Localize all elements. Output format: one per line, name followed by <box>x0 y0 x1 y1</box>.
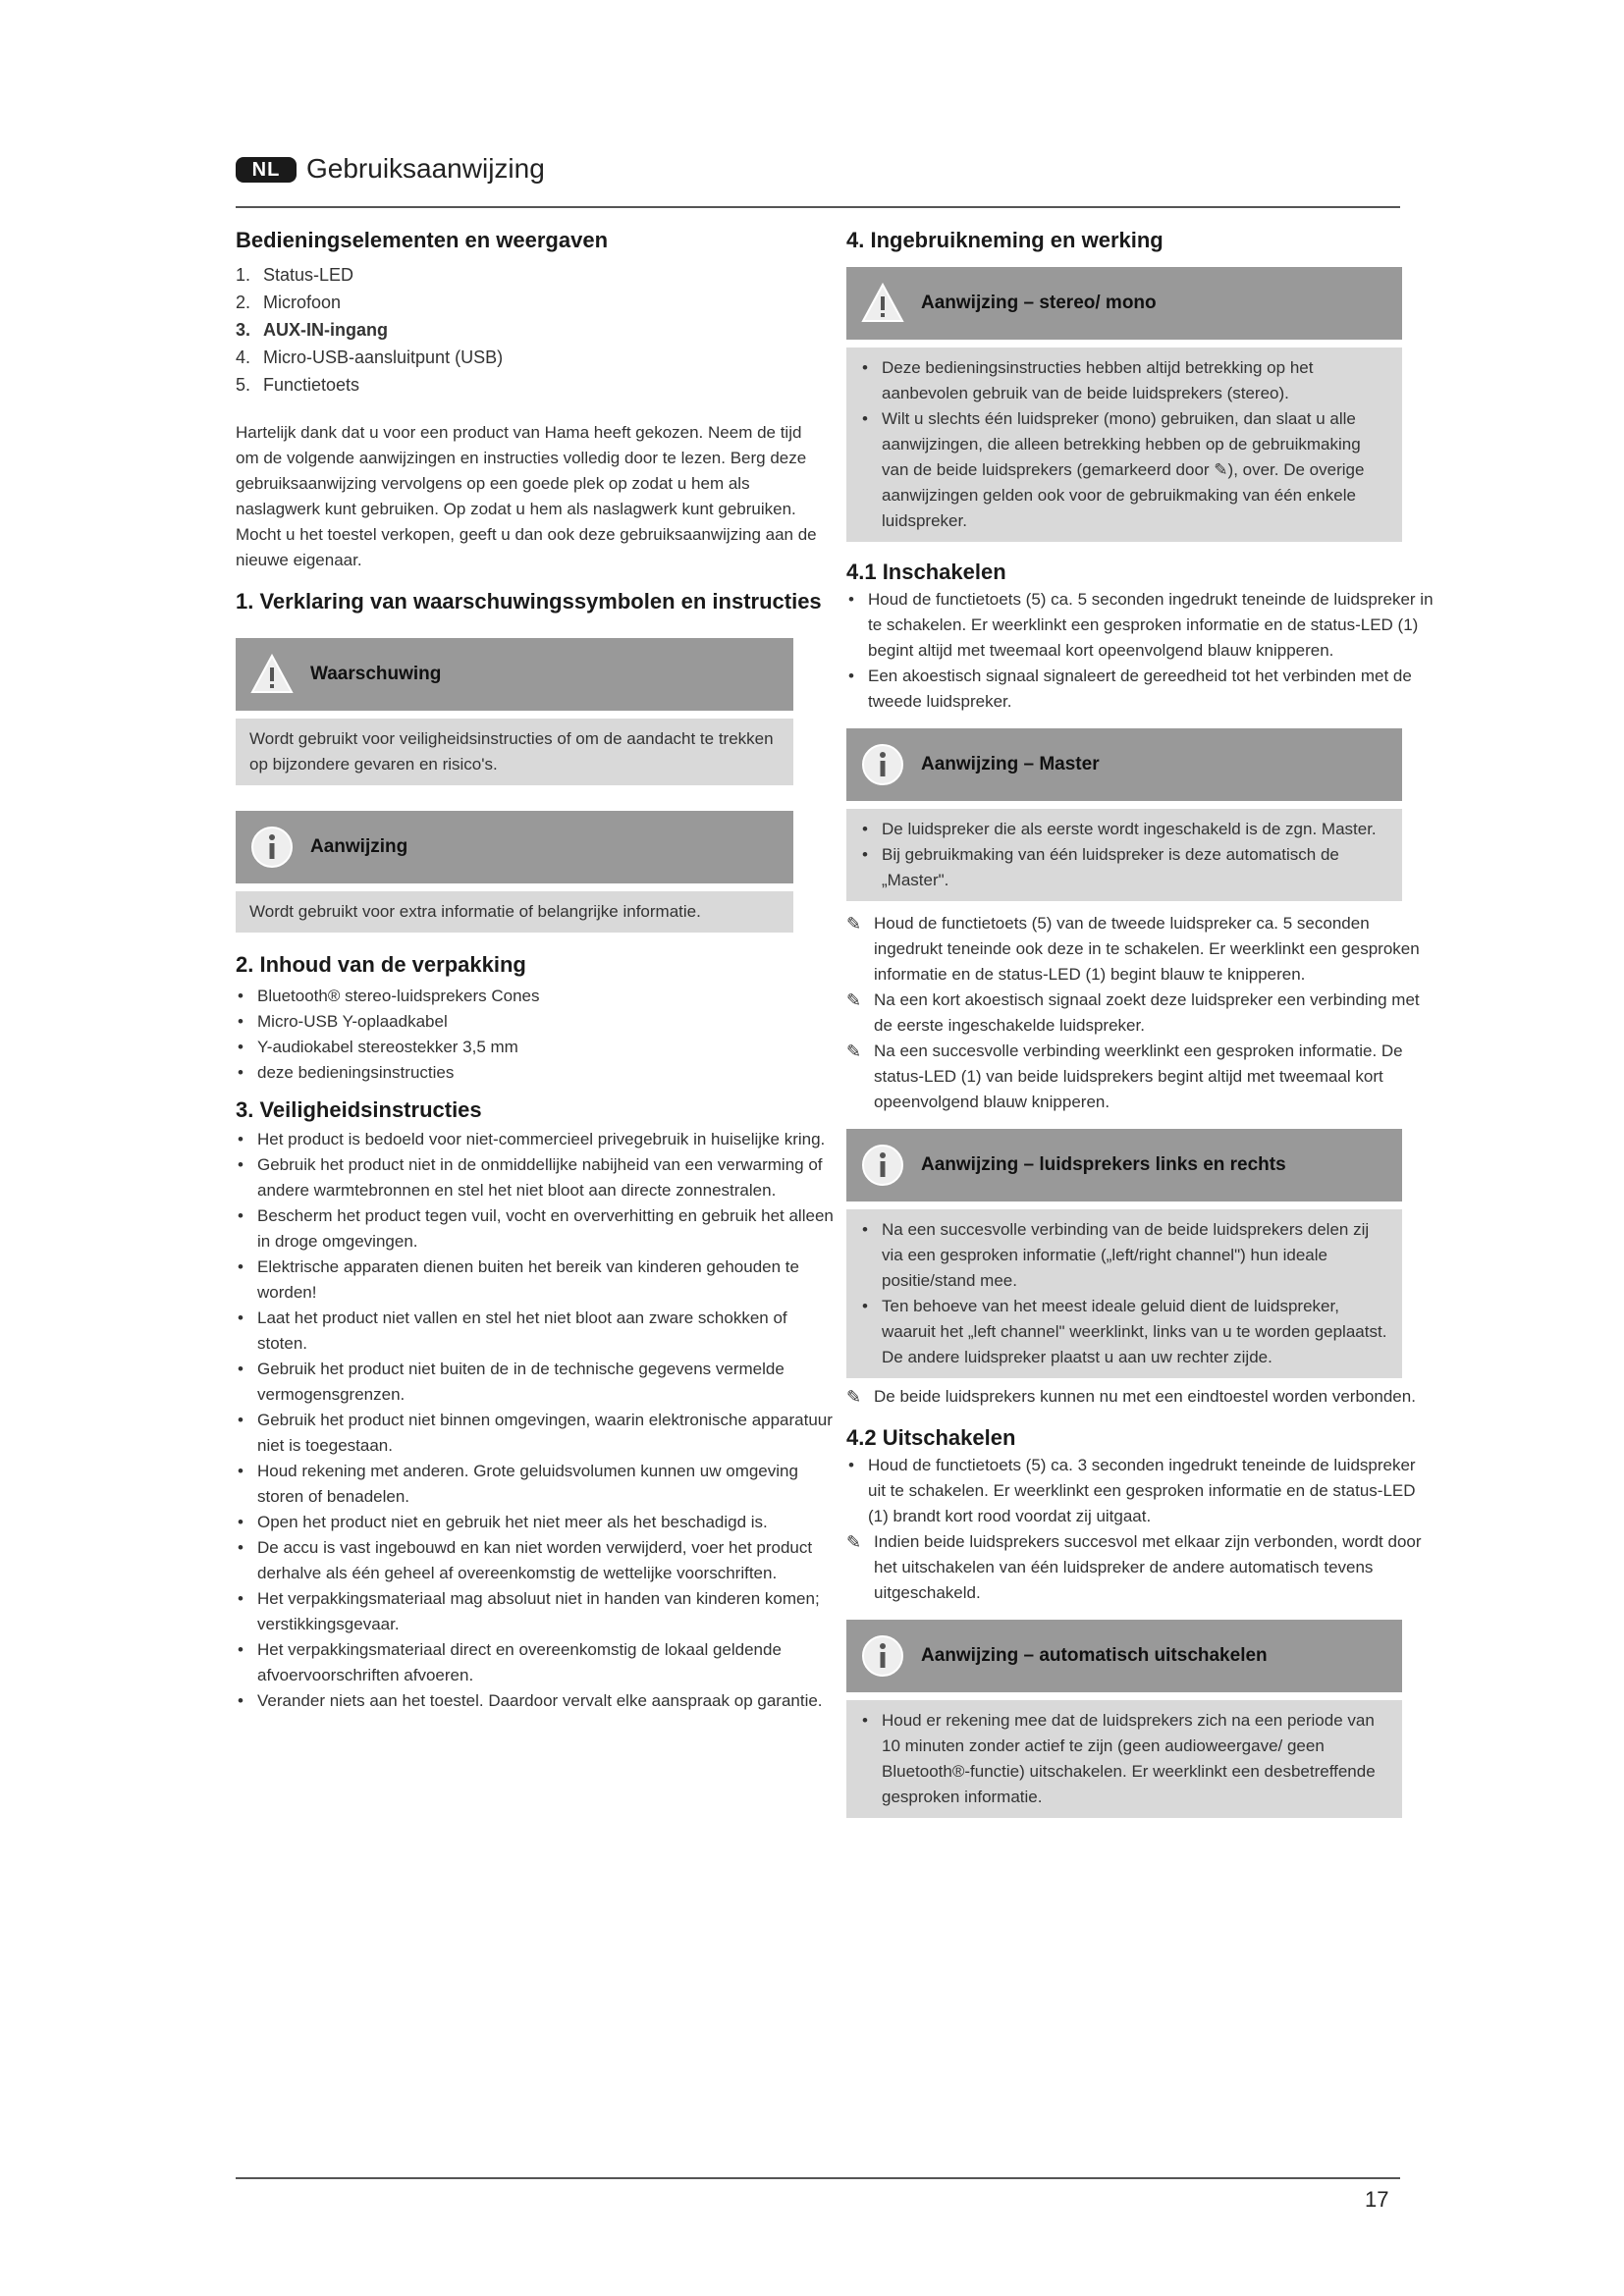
note-stereo-header <box>846 267 1402 340</box>
switch-off-list <box>846 1453 1437 1529</box>
info-icon <box>249 825 295 870</box>
document-title: Gebruiksaanwijzing <box>306 153 545 184</box>
note-text: Wordt gebruikt voor extra informatie of belangrijke informatie. <box>236 891 793 933</box>
language-badge: NL <box>236 157 297 183</box>
note-master-box <box>846 728 1402 901</box>
list-item: • Micro-USB Y-oplaadkabel <box>236 1009 825 1035</box>
info-icon <box>860 1633 905 1679</box>
hand-pointer-icon: ✎ <box>846 990 862 1010</box>
note-lr-list <box>860 1217 1388 1370</box>
stereo-steps <box>846 911 1437 1115</box>
control-item: 1. Status-LED <box>236 265 354 285</box>
note-lr-body <box>846 1209 1402 1378</box>
warning-triangle-icon <box>860 281 905 326</box>
list-item: ✎ Indien beide luidsprekers succesvol met elkaar zijn verbonden, wordt door het uitschakelen van één luidspreker de andere automatisch tevens uitgeschakeld. <box>846 1529 1437 1606</box>
list-item: • Na een succesvolle verbinding van de beide luidsprekers delen zij via een gesproken informatie („left/right channel") hun ideale positie/stand mee. <box>860 1217 1388 1294</box>
controls-title: Bedieningselementen en weergaven <box>236 228 609 252</box>
note-stereo-body <box>846 347 1402 542</box>
list-item: • Houd de functietoets (5) ca. 5 seconden ingedrukt teneinde de luidspreker in te schakelen. Er weerklinkt een gesproken informatie en de status-LED (1) begint altijd met tweemaal kort opeenvolgend blauw knipperen. <box>846 587 1437 664</box>
note-label: Aanwijzing <box>310 836 408 857</box>
note-auto-box <box>846 1620 1402 1818</box>
control-item: 2. Microfoon <box>236 293 342 312</box>
list-item: ✎ De beide luidsprekers kunnen nu met een eindtoestel worden verbonden. <box>846 1384 1437 1410</box>
note-header <box>236 811 793 883</box>
list-item: • Houd rekening met anderen. Grote geluidsvolumen kunnen uw omgeving storen of benadelen. <box>236 1459 835 1510</box>
hand-pointer-icon: ✎ <box>846 914 862 934</box>
list-item: • Bescherm het product tegen vuil, vocht en oververhitting en gebruik het alleen in droge omgevingen. <box>236 1203 835 1255</box>
list-item: • Y-audiokabel stereostekker 3,5 mm <box>236 1035 825 1060</box>
info-icon <box>860 742 905 787</box>
note-auto-body <box>846 1700 1402 1818</box>
list-item: • deze bedieningsinstructies <box>236 1060 825 1086</box>
note-box <box>236 811 793 933</box>
warning-triangle-icon <box>249 652 295 697</box>
list-item: • Het product is bedoeld voor niet-commercieel privegebruik in huiselijke kring. <box>236 1127 835 1152</box>
list-item: • Bluetooth® stereo-luidsprekers Cones <box>236 984 825 1009</box>
section-3-title: 3. Veiligheidsinstructies <box>236 1097 482 1122</box>
list-item: • Bij gebruikmaking van één luidspreker is deze automatisch de „Master". <box>860 842 1388 893</box>
note-master-label: Aanwijzing – Master <box>921 754 1100 774</box>
list-item: • Het verpakkingsmateriaal direct en overeenkomstig de lokaal geldende afvoervoorschriften afvoeren. <box>236 1637 835 1688</box>
list-item: • Ten behoeve van het meest ideale geluid dient de luidspreker, waaruit het „left channel" weerklinkt, links van u te worden geplaatst. De andere luidspreker plaatst u aan uw rechter zijde. <box>860 1294 1388 1370</box>
safety-list <box>236 1127 835 1714</box>
note-auto-label: Aanwijzing – automatisch uitschakelen <box>921 1645 1268 1666</box>
page-header <box>236 149 1400 208</box>
hand-pointer-icon: ✎ <box>846 1041 862 1061</box>
list-item: ✎ Na een kort akoestisch signaal zoekt deze luidspreker een verbinding met de eerste ingeschakelde luidspreker. <box>846 988 1437 1039</box>
note-auto-header <box>846 1620 1402 1692</box>
section-2-title: 2. Inhoud van de verpakking <box>236 952 526 977</box>
warning-box <box>236 638 793 785</box>
list-item: • Verander niets aan het toestel. Daardoor vervalt elke aanspraak op garantie. <box>236 1688 835 1714</box>
list-item: ✎ Na een succesvolle verbinding weerklinkt een gesproken informatie. De status-LED (1) van beide luidsprekers begint altijd met tweemaal kort opeenvolgend blauw knipperen. <box>846 1039 1437 1115</box>
package-list <box>236 984 825 1086</box>
controls-list <box>236 261 825 399</box>
section-4-2-title: 4.2 Uitschakelen <box>846 1425 1016 1450</box>
header-divider <box>236 206 1400 208</box>
list-item: • Deze bedieningsinstructies hebben altijd betrekking op het aanbevolen gebruik van de beide luidsprekers (stereo). <box>860 355 1388 406</box>
control-item: 3. AUX-IN-ingang <box>236 320 388 340</box>
hand-pointer-icon: ✎ <box>846 1387 862 1407</box>
note-auto-list <box>860 1708 1388 1810</box>
list-item: • Gebruik het product niet in de onmiddellijke nabijheid van een verwarming of andere warmtebronnen en stel het niet bloot aan directe zonnestralen. <box>236 1152 835 1203</box>
section-4-title: 4. Ingebruikneming en werking <box>846 228 1164 252</box>
list-item: • De luidspreker die als eerste wordt ingeschakeld is de zgn. Master. <box>860 817 1388 842</box>
footer-divider <box>236 2177 1400 2179</box>
connect-step <box>846 1384 1437 1410</box>
section-1-title: 1. Verklaring van waarschuwingssymbolen en instructies <box>236 589 822 614</box>
control-item: 5. Functietoets <box>236 375 360 395</box>
list-item: • Laat het product niet vallen en stel het niet bloot aan zware schokken of stoten. <box>236 1306 835 1357</box>
list-item: • Het verpakkingsmateriaal mag absoluut niet in handen van kinderen komen; verstikkingsgevaar. <box>236 1586 835 1637</box>
list-item: • Houd de functietoets (5) ca. 3 seconden ingedrukt teneinde de luidspreker uit te schakelen. Er weerklinkt een gesproken informatie en de status-LED (1) brandt kort rood voordat zij uitgaat. <box>846 1453 1437 1529</box>
control-item: 4. Micro-USB-aansluitpunt (USB) <box>236 347 504 367</box>
note-stereo-box <box>846 267 1402 542</box>
note-stereo-list <box>860 355 1388 534</box>
note-lr-label: Aanwijzing – luidsprekers links en rechts <box>921 1154 1286 1175</box>
warning-text: Wordt gebruikt voor veiligheidsinstructies of om de aandacht te trekken op bijzondere gevaren en risico's. <box>236 719 793 785</box>
intro-paragraph: Hartelijk dank dat u voor een product van Hama heeft gekozen. Neem de tijd om de volgende aanwijzingen en instructies volledig door te lezen. Berg deze gebruiksaanwijzing vervolgens op een goede plek op zodat u hem als naslagwerk kunt gebruiken. Op zodat u hem als naslagwerk kunt gebruiken. Mocht u het toestel verkopen, geeft u dan ook deze gebruiksaanwijzing aan de nieuwe eigenaar. <box>236 423 817 569</box>
list-item: • Elektrische apparaten dienen buiten het bereik van kinderen gehouden te worden! <box>236 1255 835 1306</box>
info-icon <box>860 1143 905 1188</box>
warning-header <box>236 638 793 711</box>
note-master-header <box>846 728 1402 801</box>
left-column <box>236 226 834 1714</box>
note-lr-header <box>846 1129 1402 1201</box>
warning-label: Waarschuwing <box>310 664 442 684</box>
section-4-1-title: 4.1 Inschakelen <box>846 560 1006 584</box>
switch-on-list <box>846 587 1437 715</box>
hand-pointer-icon: ✎ <box>846 1532 862 1552</box>
list-item: • Wilt u slechts één luidspreker (mono) gebruiken, dan slaat u alle aanwijzingen, die alleen betrekking hebben op de gebruikmaking van de beide luidsprekers (gemarkeerd door ✎), over. De overige aanwijzingen gelden ook voor de gebruikmaking van één enkele luidspreker. <box>860 406 1388 534</box>
note-lr-box <box>846 1129 1402 1378</box>
list-item: • Een akoestisch signaal signaleert de gereedheid tot het verbinden met de tweede luidspreker. <box>846 664 1437 715</box>
note-master-list <box>860 817 1388 893</box>
list-item: • Gebruik het product niet buiten de in de technische gegevens vermelde vermogensgrenzen. <box>236 1357 835 1408</box>
list-item: • Gebruik het product niet binnen omgevingen, waarin elektronische apparatuur niet is toegestaan. <box>236 1408 835 1459</box>
list-item: ✎ Houd de functietoets (5) van de tweede luidspreker ca. 5 seconden ingedrukt teneinde ook deze in te schakelen. Er weerklinkt een gesproken informatie en de status-LED (1) begint blauw te knipperen. <box>846 911 1437 988</box>
note-stereo-label: Aanwijzing – stereo/ mono <box>921 293 1157 313</box>
list-item: • De accu is vast ingebouwd en kan niet worden verwijderd, voer het product derhalve als één geheel af overeenkomstig de wettelijke voorschriften. <box>236 1535 835 1586</box>
list-item: • Houd er rekening mee dat de luidsprekers zich na een periode van 10 minuten zonder actief te zijn (geen audioweergave/ geen Bluetooth®-functie) uitschakelen. Er weerklinkt een desbetreffende gesproken informatie. <box>860 1708 1388 1810</box>
list-item: • Open het product niet en gebruik het niet meer als het beschadigd is. <box>236 1510 835 1535</box>
switch-off-step <box>846 1529 1437 1606</box>
right-column <box>846 226 1437 1818</box>
page-number: 17 <box>1365 2187 1389 2212</box>
note-master-body <box>846 809 1402 901</box>
